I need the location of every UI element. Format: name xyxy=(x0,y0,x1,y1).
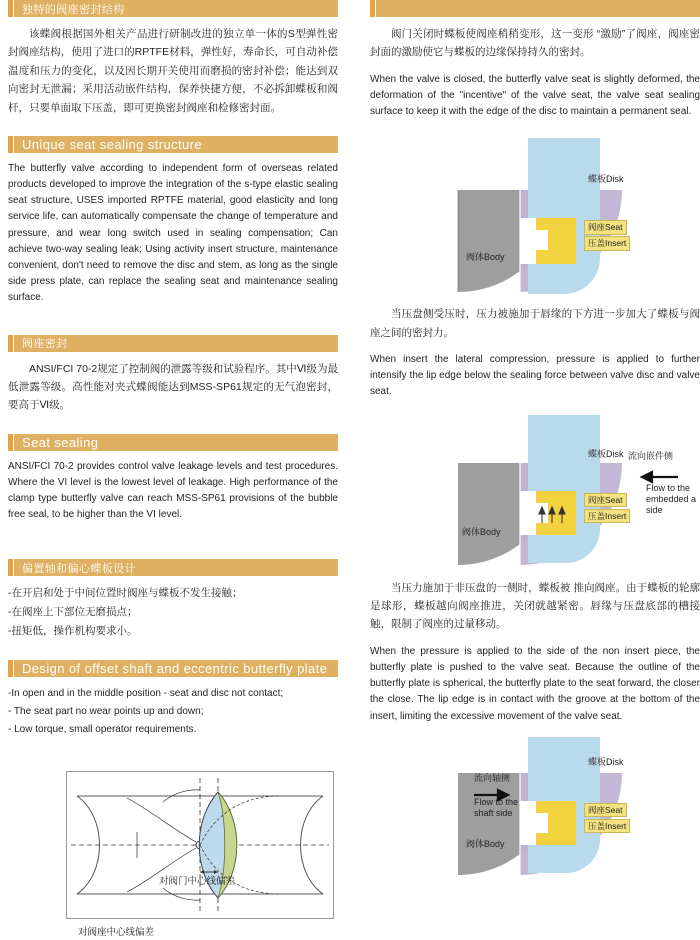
heading-text: Seat sealing xyxy=(22,434,99,450)
valve-figure-1 xyxy=(370,130,700,295)
block2-body-en: When insert the lateral compression, pressure is applied to further intensify the lip edge below the sealing force between valve disc and valve seat. xyxy=(370,354,700,398)
heading-seat-sealing-cn xyxy=(8,335,338,352)
section3-list-cn xyxy=(8,584,338,641)
spacer xyxy=(8,533,338,559)
spacer xyxy=(8,127,338,136)
figure2-label-body: 阀体Body xyxy=(462,526,501,537)
figure3-label-seat: 阀座Seat xyxy=(584,803,627,817)
schematic-label-shaft-offset: 对阀门中心线偏差 xyxy=(159,876,236,888)
spacer xyxy=(8,749,338,771)
valve-figure-1-svg xyxy=(370,130,700,295)
figure2-label-seat: 阀座Seat xyxy=(584,493,627,507)
section2-body-en: ANSI/FCI 70-2 provides control valve leakage levels and test procedures. Where the VI level is the lowest level of leakage. High performance of the clamp type butterfly valve can reach MSS-SP61 provisions of the bubble free seal, to be higher than the VI level. xyxy=(8,460,338,521)
spacer xyxy=(8,425,338,434)
heading-background xyxy=(376,0,700,17)
list-item: -In open and in the middle position - seat and disc not contact; xyxy=(8,688,284,700)
section1-body-cn: 该蝶阀根据国外相关产品进行研制改进的独立单一体的S型弹性密封阀座结构，使用了进口的RPTFE材料，弹性好，寿命长，可自动补偿温度和压力的变化，以及因长期开关使用而磨损的密封补偿；能达到双向密封无泄漏；采用活动嵌件结构，保养快捷方便，不必拆卸蝶板和阀杆，只要单面取下压盖，即可更换密封阀座和检修密封面。 xyxy=(8,28,338,114)
figure1-label-seat: 阀座Seat xyxy=(584,220,627,234)
figure2-label-disk: 蝶板Disk xyxy=(588,448,624,459)
eccentric-schematic-figure xyxy=(66,771,334,919)
block1-body-en: When the valve is closed, the butterfly valve seat is slightly deformed, the deformation of the "incentive" of the valve seat, the valve seat sealing surface to keep it with the edge of the disc to maintain a permanent seal. xyxy=(370,73,700,118)
block1-body-cn: 阀门关闭时蝶板使阀座稍稍变形，这一变形 “激励”了阀座，阀座密封面的激励使它与蝶板的边缘保持持久的密封。 xyxy=(370,28,700,59)
list-item: - The seat part no wear points up and down; xyxy=(8,706,204,718)
block2-body-cn: 当压盘侧受压时，压力被施加于唇缘的下方进一步加大了蝶板与阀座之间的密封力。 xyxy=(370,308,700,339)
heading-text: Design of offset shaft and eccentric butterfly plate xyxy=(22,661,328,677)
figure3-label-insert: 压盖Insert xyxy=(584,819,630,833)
figure2-label-flow-cn: 流向嵌件侧 xyxy=(628,450,674,461)
block3-body-en: When the pressure is applied to the side of the non insert piece, the butterfly plate is pushed to the valve seat. Because the outline of the butterfly plate is spherical, the butterfly plate to the seat forward, the closer the close. The lip edge is in contact with the groove at the bottom of the insert, limiting the excessive movement of the valve seat. xyxy=(370,645,700,722)
spacer xyxy=(8,651,338,660)
figure2-label-insert: 压盖Insert xyxy=(584,509,630,523)
heading-offset-shaft-cn xyxy=(8,559,338,576)
spacer xyxy=(8,317,338,335)
section1-body-en: The butterfly valve according to independent form of overseas related products developed to improve the integration of the s-type elastic sealing seat structure, USES imported RPTFE material, good elasticity and long service life, can automatically compensate the change of temperature and pressure, and wear long switch used in sealing compensation; Can achieve two-way sealing leak; Using activity insert structure, maintenance convenient, don't need to remove the disc and stem, as long as the single side press plate, can replace the sealing seat and maintenance sealing surface. xyxy=(8,162,338,304)
eccentric-schematic-svg xyxy=(67,772,333,918)
figure3-label-flow-en: Flow to the shaft side xyxy=(474,796,519,818)
valve-figure-3-svg xyxy=(370,735,700,875)
figure3-label-disk: 蝶板Disk xyxy=(588,756,624,767)
heading-accent-bar xyxy=(370,0,375,17)
figure1-label-insert: 压盖Insert xyxy=(584,236,630,250)
list-item: -在开启和处于中间位置时阀座与蝶板不发生接触； xyxy=(8,587,243,600)
section2-body-cn: ANSI/FCI 70-2规定了控制阀的泄露等级和试验程序。其中Ⅵ级为最低泄露等级。高性能对夹式蝶阀能达到MSS-SP61规定的无气泡密封，要高于Ⅵ级。 xyxy=(8,362,338,412)
list-item: - Low torque, small operator requirements. xyxy=(8,724,197,736)
valve-figure-3 xyxy=(370,735,700,875)
list-item: -扭矩低，操作机构要求小。 xyxy=(8,625,138,638)
left-column xyxy=(8,0,338,940)
figure2-label-flow-en: Flow to the embedded a side xyxy=(646,482,697,516)
heading-text: 偏置轴和偏心蝶板设计 xyxy=(22,562,136,575)
heading-offset-shaft-en xyxy=(8,660,338,677)
figure1-label-body: 阀体Body xyxy=(466,252,505,263)
figure1-label-disk: 蝶板Disk xyxy=(588,174,624,185)
heading-text: 阀座密封 xyxy=(22,338,68,351)
heading-unique-seat-sealing-en xyxy=(8,136,338,153)
heading-divider-top xyxy=(370,0,700,17)
heading-unique-seat-sealing-cn xyxy=(8,0,338,17)
heading-text: Unique seat sealing structure xyxy=(22,136,202,152)
heading-text: 独特的阀座密封结构 xyxy=(22,3,125,16)
schematic-label-seat-offset: 对阀座中心线偏差 xyxy=(78,927,155,939)
section3-list-en xyxy=(8,685,338,739)
valve-figure-2 xyxy=(370,411,700,569)
right-column xyxy=(370,0,700,885)
list-item: -在阀座上下部位无磨损点； xyxy=(8,606,138,619)
heading-seat-sealing-en xyxy=(8,434,338,451)
block3-body-cn: 当压力施加于非压盘的一侧时，蝶板被 推向阀座。由于蝶板的轮廓是球形，蝶板越向阀座推进，关闭就越紧密。唇缘与压盘底部的槽接触，限制了阀座的过量移动。 xyxy=(370,581,700,631)
figure3-label-body: 阀体Body xyxy=(466,838,505,849)
figure3-label-flow-cn: 流向轴侧 xyxy=(474,772,511,783)
